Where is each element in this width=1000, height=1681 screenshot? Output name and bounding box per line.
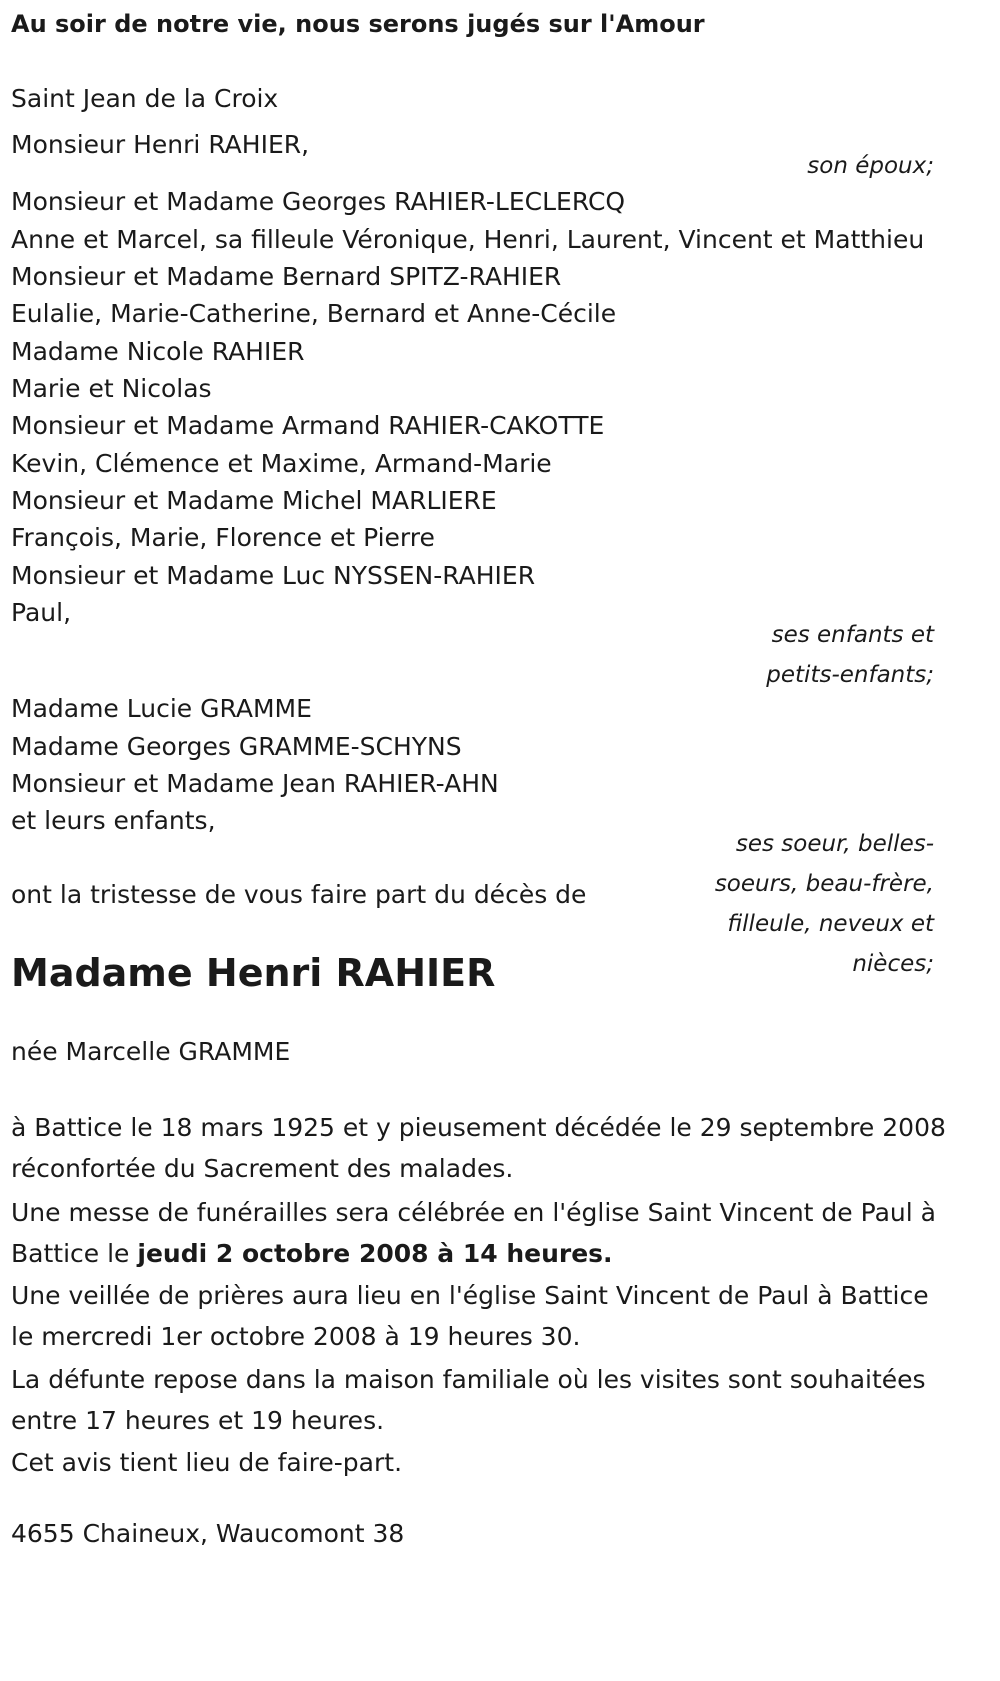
- mass-date: jeudi 2 octobre 2008 à 14 heures.: [137, 1239, 613, 1268]
- list-item: Kevin, Clémence et Maxime, Armand-Marie: [11, 449, 552, 478]
- siblings-role-line: ses soeur, belles-: [735, 831, 934, 857]
- list-item: Eulalie, Marie-Catherine, Bernard et Anne-Cécile: [11, 299, 617, 328]
- vigil-line: Une veillée de prières aura lieu en l'église Saint Vincent de Paul à Battice: [11, 1281, 929, 1310]
- page-heading: Au soir de notre vie, nous serons jugés sur l'Amour: [11, 10, 705, 38]
- list-item: Madame Lucie GRAMME: [11, 694, 312, 723]
- visit-paragraph: [11, 1359, 926, 1441]
- birth-paragraph: [11, 1107, 946, 1189]
- list-item: Monsieur et Madame Armand RAHIER-CAKOTTE: [11, 411, 605, 440]
- visit-line: La défunte repose dans la maison familiale où les visites sont souhaitées: [11, 1365, 926, 1394]
- list-item: Monsieur et Madame Georges RAHIER-LECLERCQ: [11, 187, 626, 216]
- birth-line: réconfortée du Sacrement des malades.: [11, 1154, 514, 1183]
- list-item: et leurs enfants,: [11, 806, 216, 835]
- spouse-role: [807, 146, 934, 186]
- list-item: Anne et Marcel, sa filleule Véronique, Henri, Laurent, Vincent et Matthieu: [11, 225, 925, 254]
- mass-line: [11, 1233, 936, 1274]
- quote-author: Saint Jean de la Croix: [11, 84, 279, 113]
- visit-line: entre 17 heures et 19 heures.: [11, 1406, 385, 1435]
- children-role-line: petits-enfants;: [766, 662, 934, 688]
- mass-paragraph: [11, 1192, 936, 1274]
- vigil-paragraph: [11, 1275, 929, 1357]
- list-item: Monsieur et Madame Jean RAHIER-AHN: [11, 769, 499, 798]
- announcement: ont la tristesse de vous faire part du décès de: [11, 880, 587, 909]
- vigil-line: le mercredi 1er octobre 2008 à 19 heures 30.: [11, 1322, 581, 1351]
- list-item: Marie et Nicolas: [11, 374, 212, 403]
- children-role: [766, 615, 934, 695]
- address: 4655 Chaineux, Waucomont 38: [11, 1519, 405, 1548]
- list-item: Madame Nicole RAHIER: [11, 337, 305, 366]
- children-role-line: ses enfants et: [771, 622, 934, 648]
- list-item: Monsieur et Madame Michel MARLIERE: [11, 486, 497, 515]
- mass-line: Une messe de funérailles sera célébrée en l'église Saint Vincent de Paul à: [11, 1198, 936, 1227]
- spouse-role-line: son époux;: [807, 153, 934, 179]
- birth-line: à Battice le 18 mars 1925 et y pieusement décédée le 29 septembre 2008: [11, 1113, 946, 1142]
- siblings-role: [715, 824, 934, 984]
- deceased-name: Madame Henri RAHIER: [11, 951, 496, 995]
- notice: Cet avis tient lieu de faire-part.: [11, 1448, 403, 1477]
- list-item: Paul,: [11, 598, 72, 627]
- spouse-name: Monsieur Henri RAHIER,: [11, 130, 310, 159]
- list-item: François, Marie, Florence et Pierre: [11, 523, 435, 552]
- list-item: Monsieur et Madame Bernard SPITZ-RAHIER: [11, 262, 562, 291]
- siblings-role-line: soeurs, beau-frère,: [714, 871, 934, 897]
- list-item: Madame Georges GRAMME-SCHYNS: [11, 732, 462, 761]
- siblings-role-line: nièces;: [852, 951, 934, 977]
- list-item: Monsieur et Madame Luc NYSSEN-RAHIER: [11, 561, 536, 590]
- maiden-name: née Marcelle GRAMME: [11, 1037, 291, 1066]
- siblings-role-line: filleule, neveux et: [727, 911, 934, 937]
- mass-line-prefix: Battice le: [11, 1239, 138, 1268]
